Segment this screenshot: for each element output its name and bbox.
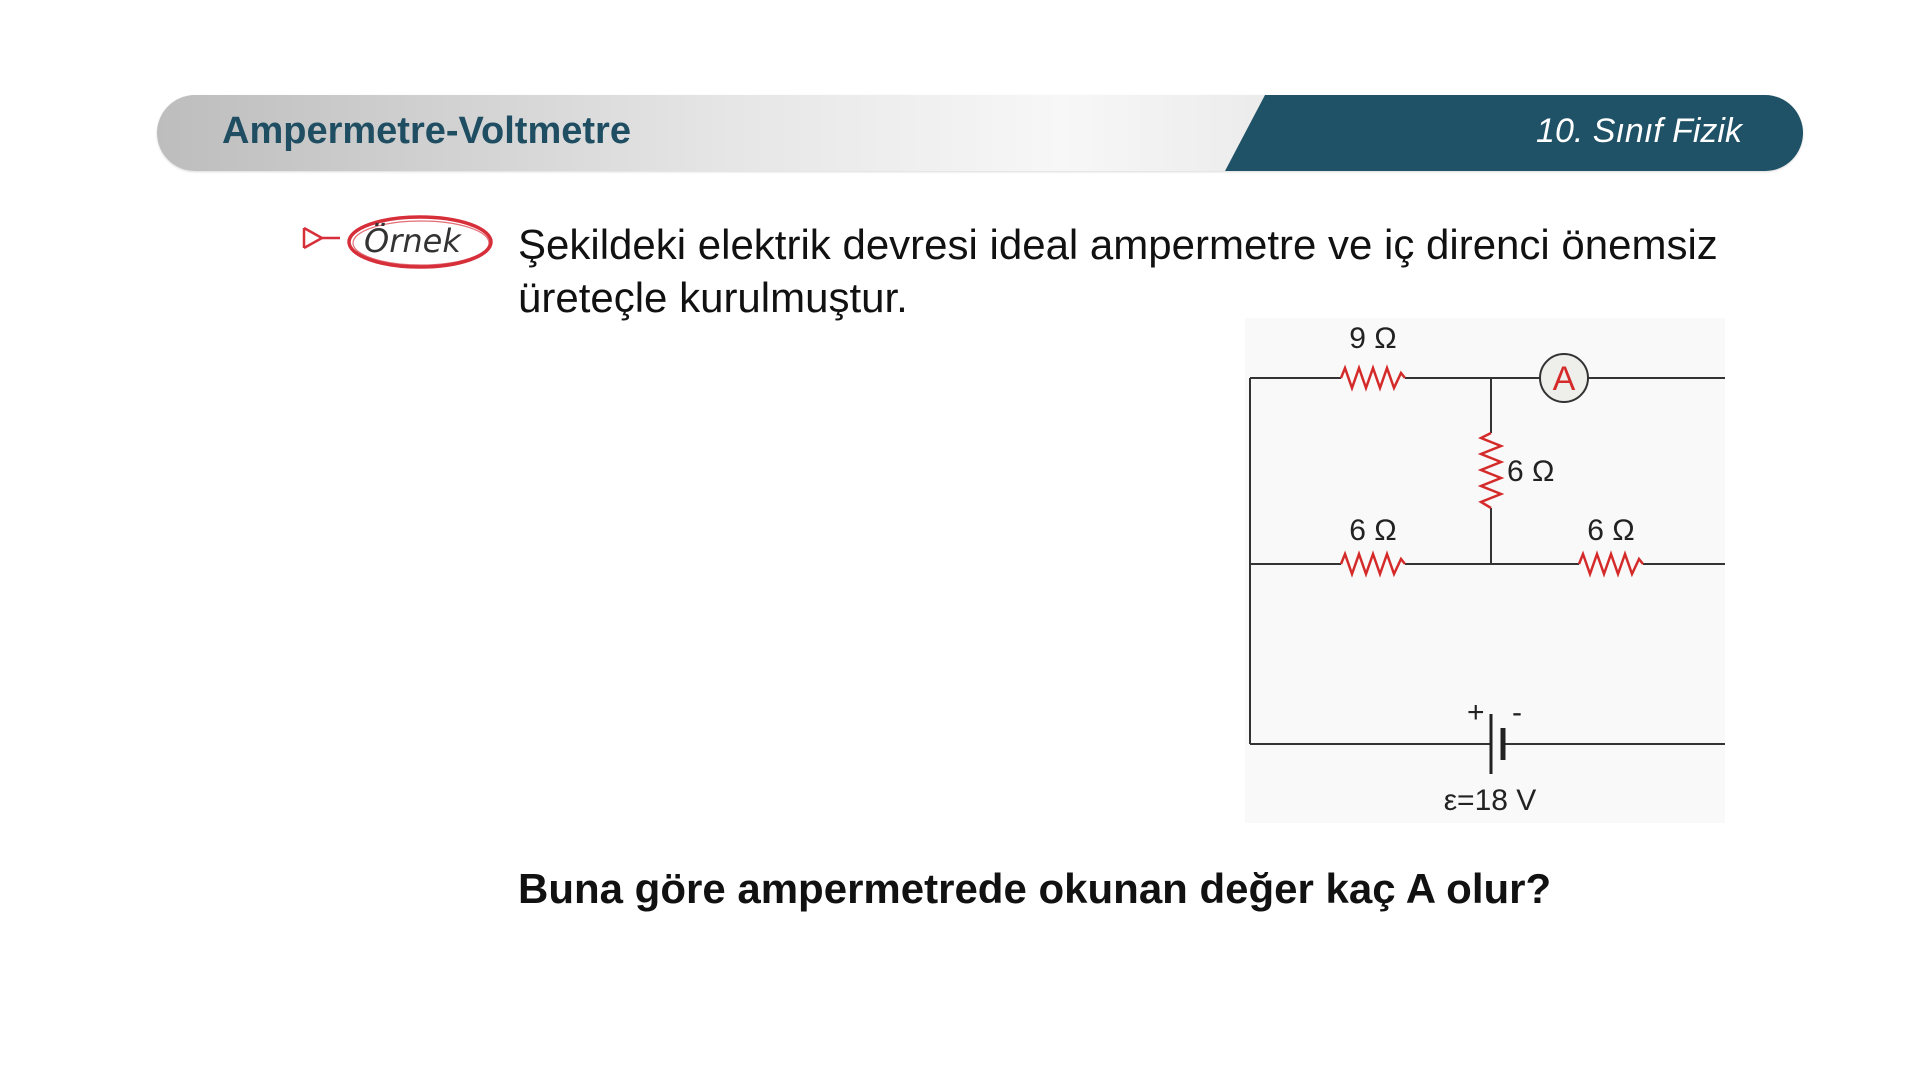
resistor-6-ohm-middle (1481, 433, 1501, 508)
battery-plus-sign: + (1467, 696, 1485, 729)
arrow-icon (304, 228, 340, 248)
battery-emf-label: ε=18 V (1443, 784, 1537, 817)
ammeter-label: A (1552, 360, 1576, 398)
ammeter-icon (1540, 354, 1588, 402)
resistor-6-ohm-bottom-left (1341, 554, 1405, 574)
course-label: 10. Sınıf Fizik (1536, 112, 1742, 150)
battery-minus-sign: - (1512, 696, 1522, 729)
page-title: Ampermetre-Voltmetre (222, 110, 631, 152)
resistor-label-middle: 6 Ω (1507, 455, 1555, 488)
problem-statement: Şekildeki elektrik devresi ideal ampermetre ve iç direnci önemsiz üreteçle kurulmuştur. (518, 221, 1718, 321)
battery-icon (1491, 714, 1503, 774)
resistor-label-top-left: 9 Ω (1349, 322, 1397, 355)
resistor-label-bottom-left: 6 Ω (1349, 514, 1397, 547)
circuit-diagram (1245, 318, 1725, 823)
question-text: Buna göre ampermetrede okunan değer kaç A olur? (518, 865, 1552, 912)
resistor-label-bottom-right: 6 Ω (1587, 514, 1635, 547)
circuit-wires (1250, 378, 1725, 744)
example-label: Örnek (364, 222, 461, 260)
resistor-6-ohm-bottom-right (1579, 554, 1643, 574)
resistor-9-ohm-top (1341, 368, 1405, 388)
